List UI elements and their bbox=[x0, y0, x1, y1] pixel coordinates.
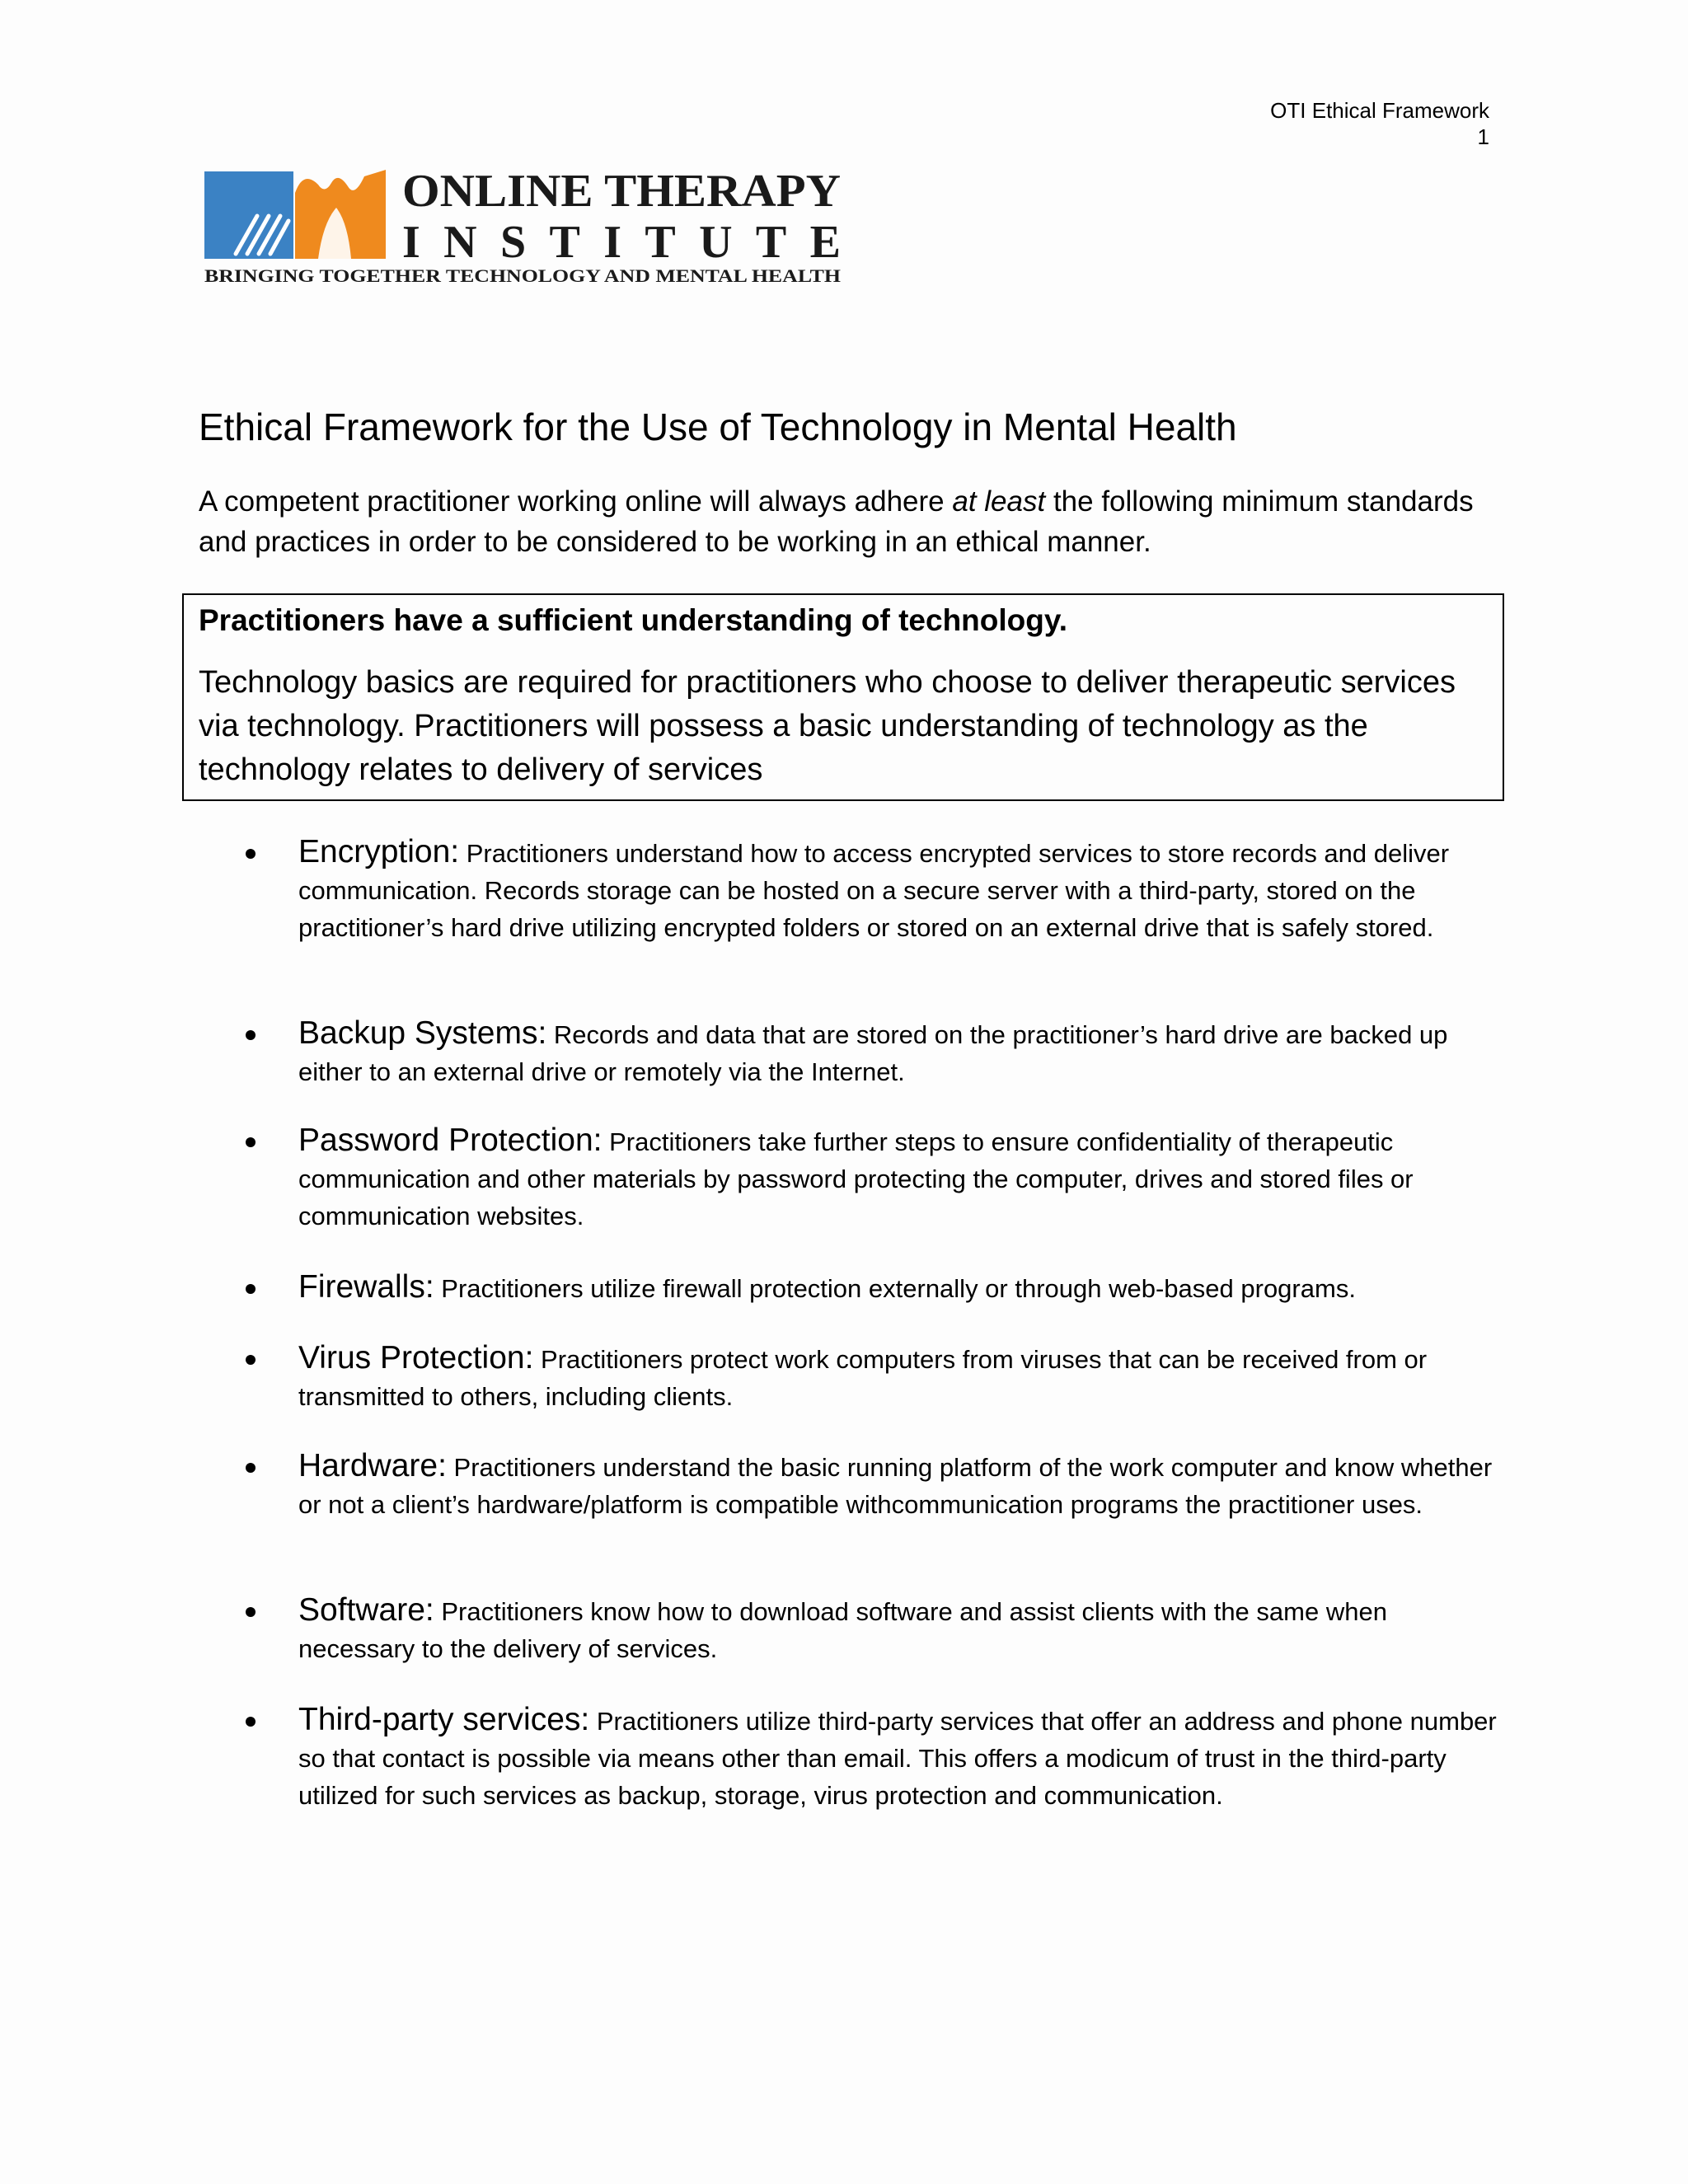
list-item bbox=[246, 833, 1498, 1015]
intro-text-start: A competent practitioner working online will always adhere bbox=[199, 485, 953, 518]
item-text: Records and data that are stored on the practitioner’s hard drive are backed up either to an external drive or remotely via the Internet. bbox=[298, 1020, 1448, 1086]
intro-paragraph bbox=[199, 481, 1517, 562]
logo-name-line2: INSTITUTE bbox=[402, 217, 841, 268]
list-item bbox=[246, 1268, 1498, 1339]
item-term: Third-party services: bbox=[298, 1702, 590, 1737]
page-number: 1 bbox=[1477, 124, 1489, 149]
list-item bbox=[246, 1591, 1498, 1701]
technology-understanding-box bbox=[182, 593, 1504, 801]
item-text: Practitioners know how to download software and assist clients with the same when necessary to the delivery of services. bbox=[298, 1597, 1387, 1663]
item-term: Encryption: bbox=[298, 834, 460, 869]
intro-emphasis: at least bbox=[952, 485, 1046, 518]
list-item bbox=[246, 1339, 1498, 1447]
item-term: Software: bbox=[298, 1592, 434, 1628]
item-text: Practitioners understand how to access encrypted services to store records and deliver communication. Records storage can be hosted on a secure server with a third-party, stored on the practitioner’s hard drive utilizing encrypted folders or stored on an external drive that is safely stored. bbox=[298, 839, 1450, 942]
technology-requirements-list bbox=[246, 833, 1498, 1816]
item-text: Practitioners utilize firewall protection externally or through web-based programs. bbox=[434, 1274, 1356, 1303]
bullet-icon bbox=[246, 1355, 256, 1365]
document-title: Ethical Framework for the Use of Technology in Mental Health bbox=[199, 405, 1237, 448]
boxed-body: Technology basics are required for practitioners who choose to deliver therapeutic services via technology. Practitioners will possess a basic understanding of technology as the technology relates to delivery of services bbox=[199, 665, 1456, 787]
item-text: Practitioners protect work computers from viruses that can be received from or transmitted to others, including clients. bbox=[298, 1345, 1428, 1411]
list-item bbox=[246, 1015, 1498, 1122]
item-text: Practitioners take further steps to ensure confidentiality of therapeutic communication and other materials by password protecting the computer, drives and stored files or communication websites. bbox=[298, 1127, 1414, 1230]
logo-graphic bbox=[203, 165, 847, 297]
logo-name-line1: ONLINE THERAPY bbox=[402, 166, 841, 217]
item-term: Hardware: bbox=[298, 1448, 447, 1483]
bullet-icon bbox=[246, 1607, 256, 1617]
bullet-icon bbox=[246, 1284, 256, 1294]
list-item bbox=[246, 1122, 1498, 1268]
list-item bbox=[246, 1701, 1498, 1816]
item-text: Practitioners understand the basic running platform of the work computer and know whether or not a client’s hardware/platform is compatible withcommunication programs the practitioner uses. bbox=[298, 1453, 1493, 1519]
running-header bbox=[1270, 97, 1489, 150]
intro-text-end: the following minimum standards and practices in order to be considered to be working in an ethical manner. bbox=[199, 485, 1474, 558]
item-text: Practitioners utilize third-party services that offer an address and phone number so that contact is possible via means other than email. This offers a modicum of trust in the third-party utilized for such services as backup, storage, virus protection and communication. bbox=[298, 1707, 1497, 1810]
bullet-icon bbox=[246, 1463, 256, 1473]
item-term: Backup Systems: bbox=[298, 1015, 547, 1051]
online-therapy-institute-logo bbox=[203, 165, 847, 297]
bullet-icon bbox=[246, 1030, 256, 1040]
bullet-icon bbox=[246, 1137, 256, 1147]
running-title: OTI Ethical Framework bbox=[1270, 98, 1489, 123]
item-term: Virus Protection: bbox=[298, 1340, 534, 1376]
bullet-icon bbox=[246, 849, 256, 859]
list-item bbox=[246, 1447, 1498, 1591]
logo-tagline: BRINGING TOGETHER TECHNOLOGY AND MENTAL HEALTH bbox=[204, 265, 841, 286]
item-term: Password Protection: bbox=[298, 1122, 603, 1158]
boxed-heading: Practitioners have a sufficient understanding of technology. bbox=[199, 603, 1067, 637]
item-term: Firewalls: bbox=[298, 1269, 434, 1305]
bullet-icon bbox=[246, 1717, 256, 1727]
